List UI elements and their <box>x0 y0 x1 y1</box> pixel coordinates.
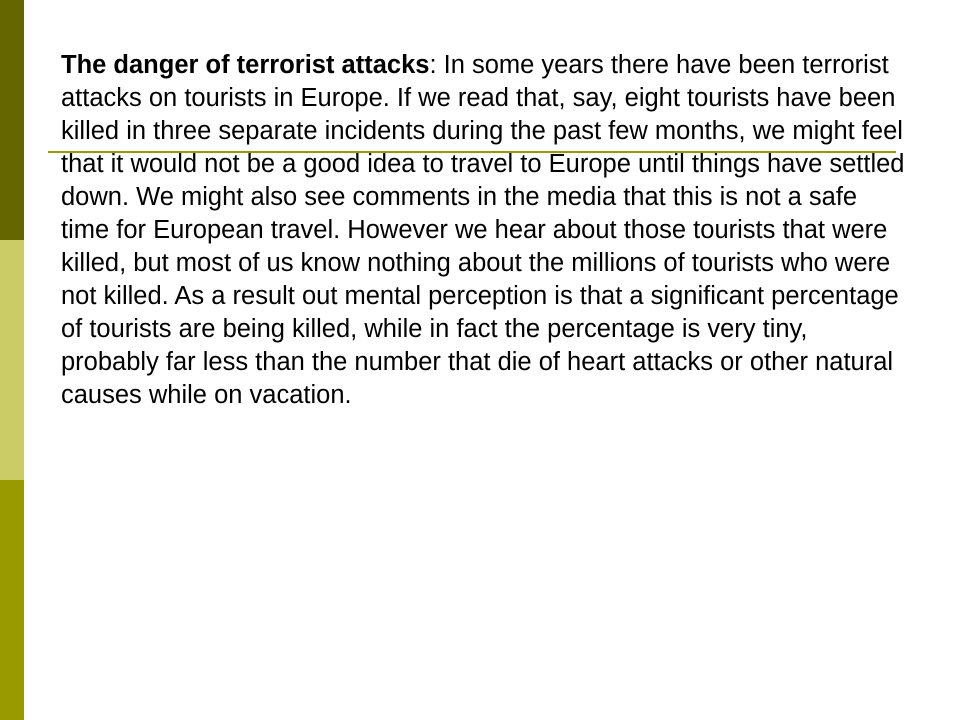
slide-body-text <box>61 49 911 412</box>
sidebar-middle-block <box>0 240 24 480</box>
lead-phrase: The danger of terrorist attacks <box>61 51 430 79</box>
sidebar-bottom-block <box>0 480 24 720</box>
sidebar-top-block <box>0 0 24 240</box>
body-text: : In some years there have been terrorist attacks on tourists in Europe. If we read that, say, eight tourists have been killed in three separate incidents during the past few months, we might feel that it would not be a good idea to travel to Europe until things have settled down. We might also see comments in the media that this is not a safe time for European travel. However we hear about those tourists that were killed, but most of us know nothing about the millions of tourists who were not killed. As a result out mental perception is that a significant percentage of tourists are being killed, while in fact the percentage is very tiny, probably far less than the number that die of heart attacks or other natural causes while on vacation. <box>61 51 905 409</box>
